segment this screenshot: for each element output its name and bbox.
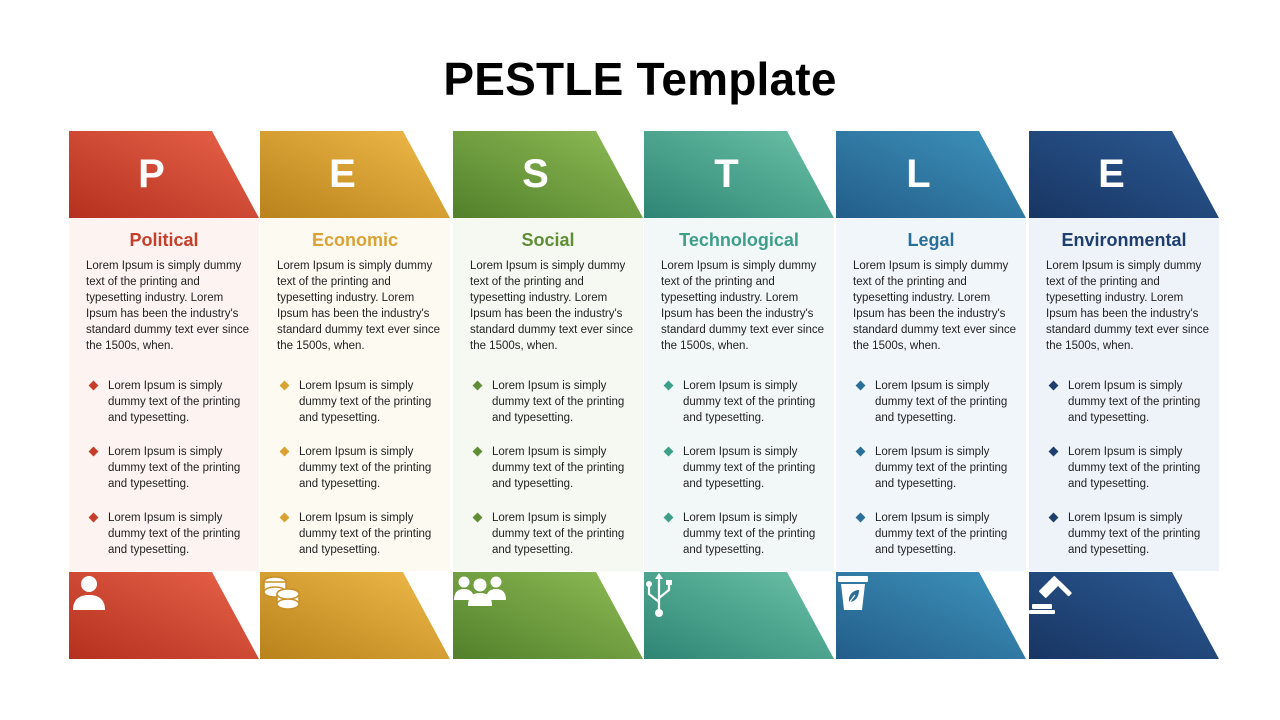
bullet-text: Lorem Ipsum is simply dummy text of the printing and typesetting. (683, 380, 816, 424)
bullet-text: Lorem Ipsum is simply dummy text of the printing and typesetting. (1068, 512, 1201, 556)
pestle-column-environmental (1029, 131, 1219, 659)
diamond-bullet-icon (280, 447, 290, 457)
diamond-bullet-icon (280, 381, 290, 391)
list-item (278, 378, 448, 428)
group-icon (453, 572, 618, 659)
list-item (87, 444, 257, 494)
list-item (662, 444, 832, 494)
diamond-bullet-icon (664, 513, 674, 523)
diamond-bullet-icon (856, 381, 866, 391)
column-paragraph: Lorem Ipsum is simply dummy text of the printing and typesetting industry. Lorem Ipsum has been the industry's standard dummy text ever since the 1500s, when. (86, 260, 249, 352)
pestle-letter: S (522, 152, 549, 196)
page-title: PESTLE Template (443, 53, 837, 105)
pestle-letter: E (1098, 152, 1125, 196)
coins-icon (260, 572, 425, 659)
list-item (1047, 510, 1217, 560)
column-paragraph: Lorem Ipsum is simply dummy text of the printing and typesetting industry. Lorem Ipsum has been the industry's standard dummy text ever since the 1500s, when. (661, 260, 824, 352)
column-heading: Political (129, 230, 199, 250)
diamond-bullet-icon (1049, 513, 1059, 523)
letter-tab (1029, 131, 1219, 218)
bullet-text: Lorem Ipsum is simply dummy text of the printing and typesetting. (875, 446, 1008, 490)
column-paragraph: Lorem Ipsum is simply dummy text of the printing and typesetting industry. Lorem Ipsum has been the industry's standard dummy text ever since the 1500s, when. (277, 260, 440, 352)
icon-tab (836, 572, 1026, 659)
recycle-bin-icon (836, 572, 1001, 659)
icon-tab (260, 572, 450, 659)
diamond-bullet-icon (856, 447, 866, 457)
list-item (471, 444, 641, 494)
letter-tab (69, 131, 259, 218)
pestle-column-legal (836, 131, 1026, 659)
usb-icon (644, 572, 809, 659)
list-item (278, 510, 448, 560)
diamond-bullet-icon (89, 447, 99, 457)
list-item (87, 378, 257, 428)
bullet-text: Lorem Ipsum is simply dummy text of the printing and typesetting. (299, 446, 432, 490)
list-item (471, 510, 641, 560)
icon-tab (644, 572, 834, 659)
column-paragraph: Lorem Ipsum is simply dummy text of the printing and typesetting industry. Lorem Ipsum has been the industry's standard dummy text ever since the 1500s, when. (470, 260, 633, 352)
bullet-text: Lorem Ipsum is simply dummy text of the printing and typesetting. (108, 380, 241, 424)
pestle-column-economic (260, 131, 450, 659)
icon-tab (69, 572, 259, 659)
diamond-bullet-icon (1049, 381, 1059, 391)
diamond-bullet-icon (664, 447, 674, 457)
diamond-bullet-icon (856, 513, 866, 523)
column-heading: Technological (679, 230, 799, 250)
column-heading: Legal (907, 230, 955, 250)
column-heading: Environmental (1061, 230, 1187, 250)
pestle-letter: E (329, 152, 356, 196)
bullet-text: Lorem Ipsum is simply dummy text of the printing and typesetting. (108, 446, 241, 490)
list-item (662, 378, 832, 428)
icon-tab (453, 572, 643, 659)
column-paragraph: Lorem Ipsum is simply dummy text of the printing and typesetting industry. Lorem Ipsum has been the industry's standard dummy text ever since the 1500s, when. (1046, 260, 1209, 352)
list-item (1047, 444, 1217, 494)
bullet-text: Lorem Ipsum is simply dummy text of the printing and typesetting. (299, 380, 432, 424)
list-item (854, 510, 1024, 560)
bullet-text: Lorem Ipsum is simply dummy text of the printing and typesetting. (683, 446, 816, 490)
column-heading: Social (521, 230, 575, 250)
bullet-text: Lorem Ipsum is simply dummy text of the printing and typesetting. (683, 512, 816, 556)
diamond-bullet-icon (664, 381, 674, 391)
pestle-letter: P (138, 152, 165, 196)
diamond-bullet-icon (89, 513, 99, 523)
list-item (854, 378, 1024, 428)
diamond-bullet-icon (89, 381, 99, 391)
list-item (662, 510, 832, 560)
column-paragraph: Lorem Ipsum is simply dummy text of the printing and typesetting industry. Lorem Ipsum has been the industry's standard dummy text ever since the 1500s, when. (853, 260, 1016, 352)
icon-tab (1029, 572, 1219, 659)
bullet-text: Lorem Ipsum is simply dummy text of the printing and typesetting. (1068, 380, 1201, 424)
letter-tab (836, 131, 1026, 218)
diamond-bullet-icon (280, 513, 290, 523)
diamond-bullet-icon (473, 513, 483, 523)
letter-tab (644, 131, 834, 218)
bullet-text: Lorem Ipsum is simply dummy text of the printing and typesetting. (1068, 446, 1201, 490)
gavel-icon (1029, 572, 1194, 659)
pestle-column-technological (644, 131, 834, 659)
bullet-text: Lorem Ipsum is simply dummy text of the printing and typesetting. (875, 512, 1008, 556)
diamond-bullet-icon (473, 447, 483, 457)
pestle-letter: T (714, 152, 739, 196)
list-item (854, 444, 1024, 494)
pestle-column-social (453, 131, 643, 659)
bullet-text: Lorem Ipsum is simply dummy text of the printing and typesetting. (492, 446, 625, 490)
bullet-text: Lorem Ipsum is simply dummy text of the printing and typesetting. (299, 512, 432, 556)
pestle-column-political (69, 131, 259, 659)
letter-tab (453, 131, 643, 218)
letter-tab (260, 131, 450, 218)
person-icon (69, 572, 234, 659)
list-item (471, 378, 641, 428)
column-heading: Economic (311, 230, 399, 250)
pestle-letter: L (906, 152, 931, 196)
diamond-bullet-icon (473, 381, 483, 391)
list-item (87, 510, 257, 560)
bullet-text: Lorem Ipsum is simply dummy text of the printing and typesetting. (875, 380, 1008, 424)
bullet-text: Lorem Ipsum is simply dummy text of the printing and typesetting. (492, 380, 625, 424)
diamond-bullet-icon (1049, 447, 1059, 457)
list-item (1047, 378, 1217, 428)
bullet-text: Lorem Ipsum is simply dummy text of the printing and typesetting. (492, 512, 625, 556)
list-item (278, 444, 448, 494)
bullet-text: Lorem Ipsum is simply dummy text of the printing and typesetting. (108, 512, 241, 556)
